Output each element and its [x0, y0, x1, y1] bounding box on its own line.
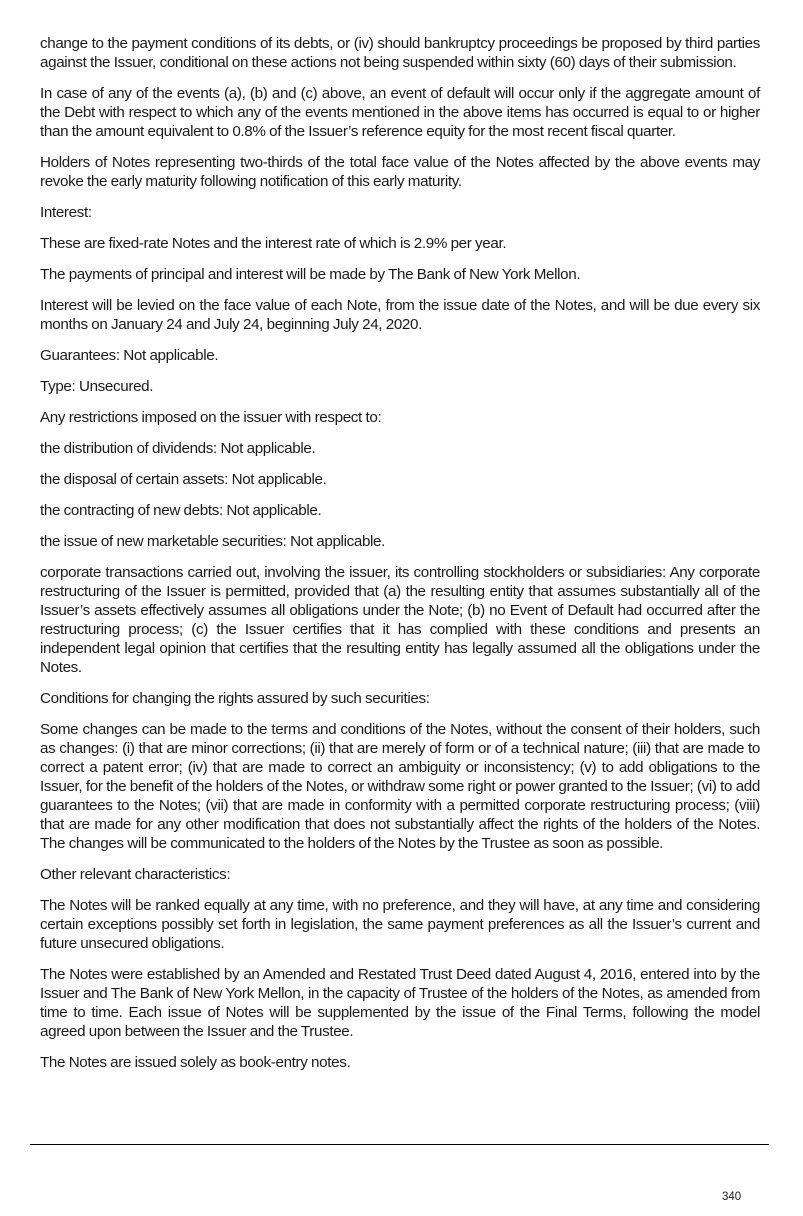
restriction-debts: the contracting of new debts: Not applicable.	[40, 502, 322, 519]
heading-conditions-changing-rights: Conditions for changing the rights assured by such securities:	[40, 690, 430, 707]
paragraph-payments: The payments of principal and interest will be made by The Bank of New York Mellon.	[40, 266, 581, 283]
paragraph-guarantees: Guarantees: Not applicable.	[40, 347, 219, 364]
footer-divider	[30, 1144, 769, 1145]
paragraph-revoke-maturity: Holders of Notes representing two-thirds of the total face value of the Notes affected by the above events may revoke the early maturity following notification of this early maturity.	[40, 154, 760, 190]
paragraph-default-continuation: change to the payment conditions of its debts, or (iv) should bankruptcy proceedings be proposed by third parties against the Issuer, conditional on these actions not being suspended within sixty (60) days of their submission.	[40, 35, 760, 71]
heading-interest: Interest:	[40, 204, 92, 221]
paragraph-interest-schedule: Interest will be levied on the face value of each Note, from the issue date of the Notes, and will be due every six months on January 24 and July 24, beginning July 24, 2020.	[40, 297, 760, 333]
page-number: 340	[722, 1191, 742, 1203]
paragraph-ranking: The Notes will be ranked equally at any time, with no preference, and they will have, at any time and considering certain exceptions possibly set forth in legislation, the same payment preferences as all the Issuer’s current and future unsecured obligations.	[40, 897, 760, 952]
paragraph-permitted-changes: Some changes can be made to the terms and conditions of the Notes, without the consent of their holders, such as changes: (i) that are minor corrections; (ii) that are merely of form or of a technical nature; (iii) that are made to correct a patent error; (iv) that are made to correct an ambiguity or inconsistency; (v) to add obligations to the Issuer, for the benefit of the holders of the Notes, or withdraw some right or power granted to the Issuer; (vi) to add guarantees to the Notes; (vii) that are made in conformity with a permitted corporate restructuring process; (viii) that are made for any other modification that does not substantially affect the rights of the holders of the Notes. The changes will be communicated to the holders of the Notes by the Trustee as soon as possible.	[40, 721, 760, 852]
restriction-dividends: the distribution of dividends: Not applicable.	[40, 440, 316, 457]
paragraph-default-threshold: In case of any of the events (a), (b) and (c) above, an event of default will occur only if the aggregate amount of the Debt with respect to which any of the events mentioned in the above items has occurred is equal to or higher than the amount equivalent to 0.8% of the Issuer’s reference equity for the most recent fiscal quarter.	[40, 85, 760, 140]
paragraph-trust-deed: The Notes were established by an Amended and Restated Trust Deed dated August 4, 2016, entered into by the Issuer and The Bank of New York Mellon, in the capacity of Trustee of the holders of the Notes, as amended from time to time. Each issue of Notes will be supplemented by the issue of the Final Terms, following the model agreed upon between the Issuer and the Trustee.	[40, 966, 760, 1040]
heading-other-characteristics: Other relevant characteristics:	[40, 866, 231, 883]
restriction-securities: the issue of new marketable securities: Not applicable.	[40, 533, 386, 550]
document-body	[40, 34, 760, 1084]
paragraph-type: Type: Unsecured.	[40, 378, 154, 395]
paragraph-interest-rate: These are fixed-rate Notes and the interest rate of which is 2.9% per year.	[40, 235, 507, 252]
restriction-corporate-transactions: corporate transactions carried out, involving the issuer, its controlling stockholders or subsidiaries: Any corporate restructuring of the Issuer is permitted, provided that (a) the resulting entity that assumes substantially all of the Issuer’s assets effectively assumes all obligations under the Note; (b) no Event of Default had occurred after the restructuring process; (c) the Issuer certifies that it has complied with these conditions and presents an independent legal opinion that certifies that the resulting entity has legally assumed all the obligations under the Notes.	[40, 564, 760, 676]
paragraph-book-entry: The Notes are issued solely as book-entry notes.	[40, 1054, 351, 1071]
restriction-assets: the disposal of certain assets: Not applicable.	[40, 471, 327, 488]
heading-restrictions: Any restrictions imposed on the issuer with respect to:	[40, 409, 382, 426]
